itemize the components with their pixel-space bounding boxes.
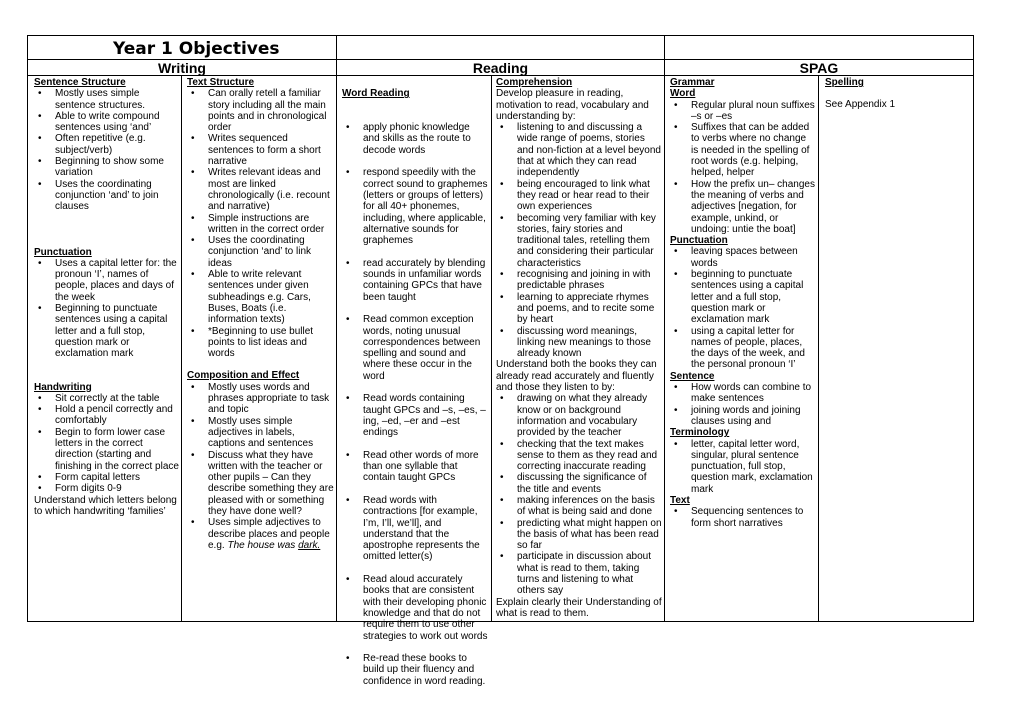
text-structure-list (187, 88, 334, 359)
list-item: • drawing on what they already know or on background information and vocabulary provided by the teacher (517, 393, 662, 438)
text-structure-heading: Text Structure (187, 77, 255, 88)
divider (336, 36, 337, 621)
list-item: • learning to appreciate rhymes and poems, and to recite some by heart (517, 292, 662, 326)
composition-heading: Composition and Effect (187, 370, 300, 382)
terminology-heading: Terminology (670, 427, 730, 439)
list-item: • becoming very familiar with key stories, fairy stories and traditional tales, retelling them and considering their particular characteristics (517, 213, 662, 269)
list-item: • How words can combine to make sentences (691, 382, 816, 405)
list-item: • Mostly uses simple adjectives in labels, captions and sentences (208, 416, 334, 450)
writing-header: Writing (158, 60, 206, 76)
word-list (670, 100, 816, 236)
list-item: • Can orally retell a familiar story including all the main points and in chronological order (208, 88, 334, 133)
example-underlined: dark. (298, 539, 321, 551)
list-item: • checking that the text makes sense to them as they read and correcting inaccurate reading (517, 439, 662, 473)
list-item: • discussing word meanings, linking new meanings to those already known (517, 326, 662, 360)
spelling-column (825, 77, 971, 111)
list-item: • Often repetitive (e.g. subject/verb) (55, 133, 179, 156)
list-item: • Form capital letters (55, 472, 179, 483)
word-reading-heading: Word Reading (342, 88, 410, 100)
list-item: • Writes sequenced sentences to form a short narrative (208, 133, 334, 167)
divider (818, 76, 819, 621)
terminology-list (670, 439, 816, 495)
list-item: • letter, capital letter word, singular, plural sentence punctuation, full stop, question mark, exclamation mark (691, 439, 816, 495)
list-item: • predicting what might happen on the basis of what has been read so far (517, 518, 662, 552)
sentence-structure-column (34, 77, 179, 517)
comprehension-column (496, 77, 662, 619)
objectives-table (27, 35, 974, 687)
word-reading-column (342, 77, 489, 710)
list-item: • joining words and joining clauses using and (691, 405, 816, 428)
list-item: • Able to write compound sentences using ‘and’ (55, 111, 179, 134)
text-structure-column (187, 77, 334, 551)
list-item: • read accurately by blending sounds in unfamiliar words containing GPCs that have been taught (363, 258, 489, 303)
handwriting-list (34, 393, 179, 495)
list-item: • respond speedily with the correct sound to graphemes (letters or groups of letters) for all 40+ phonemes, including, where applicable, alternative sounds for graphemes (363, 167, 489, 246)
divider (491, 76, 492, 621)
comprehension-heading: Comprehension (496, 77, 573, 88)
list-item: • Beginning to punctuate sentences using a capital letter and a full stop, question mark or exclamation mark (55, 303, 179, 359)
divider (664, 36, 665, 621)
list-item: • discussing the significance of the title and events (517, 472, 662, 495)
list-item: • Read common exception words, noting unusual correspondences between spelling and sound and where these occur in the word (363, 314, 489, 382)
list-item: • listening to and discussing a wide range of poems, stories and non-fiction at a level beyond that at which they can read independently (517, 122, 662, 178)
list-item: • Simple instructions are written in the correct order (208, 213, 334, 236)
spag-header: SPAG (799, 60, 839, 76)
list-item: • *Beginning to use bullet points to list ideas and words (208, 326, 334, 360)
comprehension-middle: Understand both the books they can already read accurately and fluently and those they listen to by: (496, 359, 657, 394)
list-item: • Suffixes that can be added to verbs where no change is needed in the spelling of root words (e.g. helping, helped, helper (691, 122, 816, 178)
list-item: • Read aloud accurately books that are consistent with their developing phonic knowledge and that do not require them to use other strategies to work out words (363, 574, 489, 642)
reading-header: Reading (472, 60, 529, 76)
comprehension-intro: Develop pleasure in reading, motivation to read, vocabulary and understanding by: (496, 88, 649, 122)
list-item: • Discuss what they have written with the teacher or other pupils – Can they describe something they are pleased with or something they have done well? (208, 450, 334, 518)
list-item: • Regular plural noun suffixes –s or –es (691, 100, 816, 123)
list-item: • Begin to form lower case letters in the correct direction (starting and finishing in the correct place (55, 427, 179, 472)
composition-list (187, 382, 334, 551)
comprehension-outro: Explain clearly their Understanding of what is read to them. (496, 596, 662, 619)
spag-punctuation-heading: Punctuation (670, 235, 728, 247)
comprehension-list (496, 122, 662, 359)
word-reading-list (342, 111, 489, 698)
sentence-heading: Sentence (670, 370, 715, 382)
divider (181, 76, 182, 621)
list-item: • Uses the coordinating conjunction ‘and’ to join clauses (55, 179, 179, 213)
comprehension-list-2 (496, 393, 662, 596)
list-item: • being encouraged to link what they read or hear read to their own experiences (517, 179, 662, 213)
example-italic: The house was (227, 539, 296, 551)
list-item: • recognising and joining in with predictable phrases (517, 269, 662, 292)
list-item: • Beginning to show some variation (55, 156, 179, 179)
grammar-heading: Grammar (670, 77, 715, 88)
word-heading: Word (670, 88, 696, 100)
list-item: • Mostly uses words and phrases appropriate to task and topic (208, 382, 334, 416)
list-item: • Uses a capital letter for: the pronoun ‘I’, names of people, places and days of the week (55, 258, 179, 303)
list-item: • Re-read these books to build up their fluency and confidence in word reading. (363, 653, 489, 687)
spelling-heading: Spelling (825, 77, 864, 88)
list-item: • beginning to punctuate sentences using a capital letter and a full stop, question mark or exclamation mark (691, 269, 816, 325)
list-item: • Able to write relevant sentences under given subheadings e.g. Cars, Buses, Boats (i.e. information texts) (208, 269, 334, 325)
text-list (670, 506, 816, 529)
item-text: Uses simple adjectives to describe places and people e.g. (208, 517, 330, 551)
list-item: • Writes relevant ideas and most are linked chronologically (i.e. recount and narrative) (208, 167, 334, 212)
sentence-list (670, 382, 816, 427)
list-item: • Uses the coordinating conjunction ‘and’ to link ideas (208, 235, 334, 269)
sentence-structure-heading: Sentence Structure (34, 77, 126, 88)
sentence-structure-list (34, 88, 179, 212)
spelling-text: See Appendix 1 (825, 99, 896, 111)
list-item: • leaving spaces between words (691, 246, 816, 269)
list-item (208, 517, 334, 551)
spag-punctuation-list (670, 246, 816, 370)
list-item: • participate in discussion about what is read to them, taking turns and listening to what others say (517, 551, 662, 596)
list-item: • Read words with contractions [for example, I’m, I’ll, we’ll], and understand that the apostrophe represents the omitted letter(s) (363, 495, 489, 563)
handwriting-heading: Handwriting (34, 381, 92, 393)
list-item: • Read words containing taught GPCs and –s, –es, –ing, –ed, –er and –est endings (363, 393, 489, 438)
page-title: Year 1 Objectives (113, 39, 280, 59)
list-item: • using a capital letter for names of people, places, the days of the week, and the personal pronoun ‘I’ (691, 326, 816, 371)
list-item: • Sequencing sentences to form short narratives (691, 506, 816, 529)
list-item: • apply phonic knowledge and skills as the route to decode words (363, 122, 489, 156)
text-heading: Text (670, 494, 690, 506)
list-item: • Read other words of more than one syllable that contain taught GPCs (363, 450, 489, 484)
list-item: • Sit correctly at the table (55, 393, 179, 404)
grammar-column (670, 77, 816, 529)
list-item: • making inferences on the basis of what is being said and done (517, 495, 662, 518)
handwriting-note: Understand which letters belong to which handwriting ‘families’ (34, 494, 177, 517)
list-item: • Hold a pencil correctly and comfortably (55, 404, 179, 427)
punctuation-list (34, 258, 179, 360)
punctuation-heading: Punctuation (34, 246, 92, 258)
list-item: • Form digits 0-9 (55, 483, 179, 494)
list-item: • Mostly uses simple sentence structures. (55, 88, 179, 111)
list-item: • How the prefix un– changes the meaning of verbs and adjectives [negation, for example, unkind, or undoing: untie the boat] (691, 179, 816, 235)
